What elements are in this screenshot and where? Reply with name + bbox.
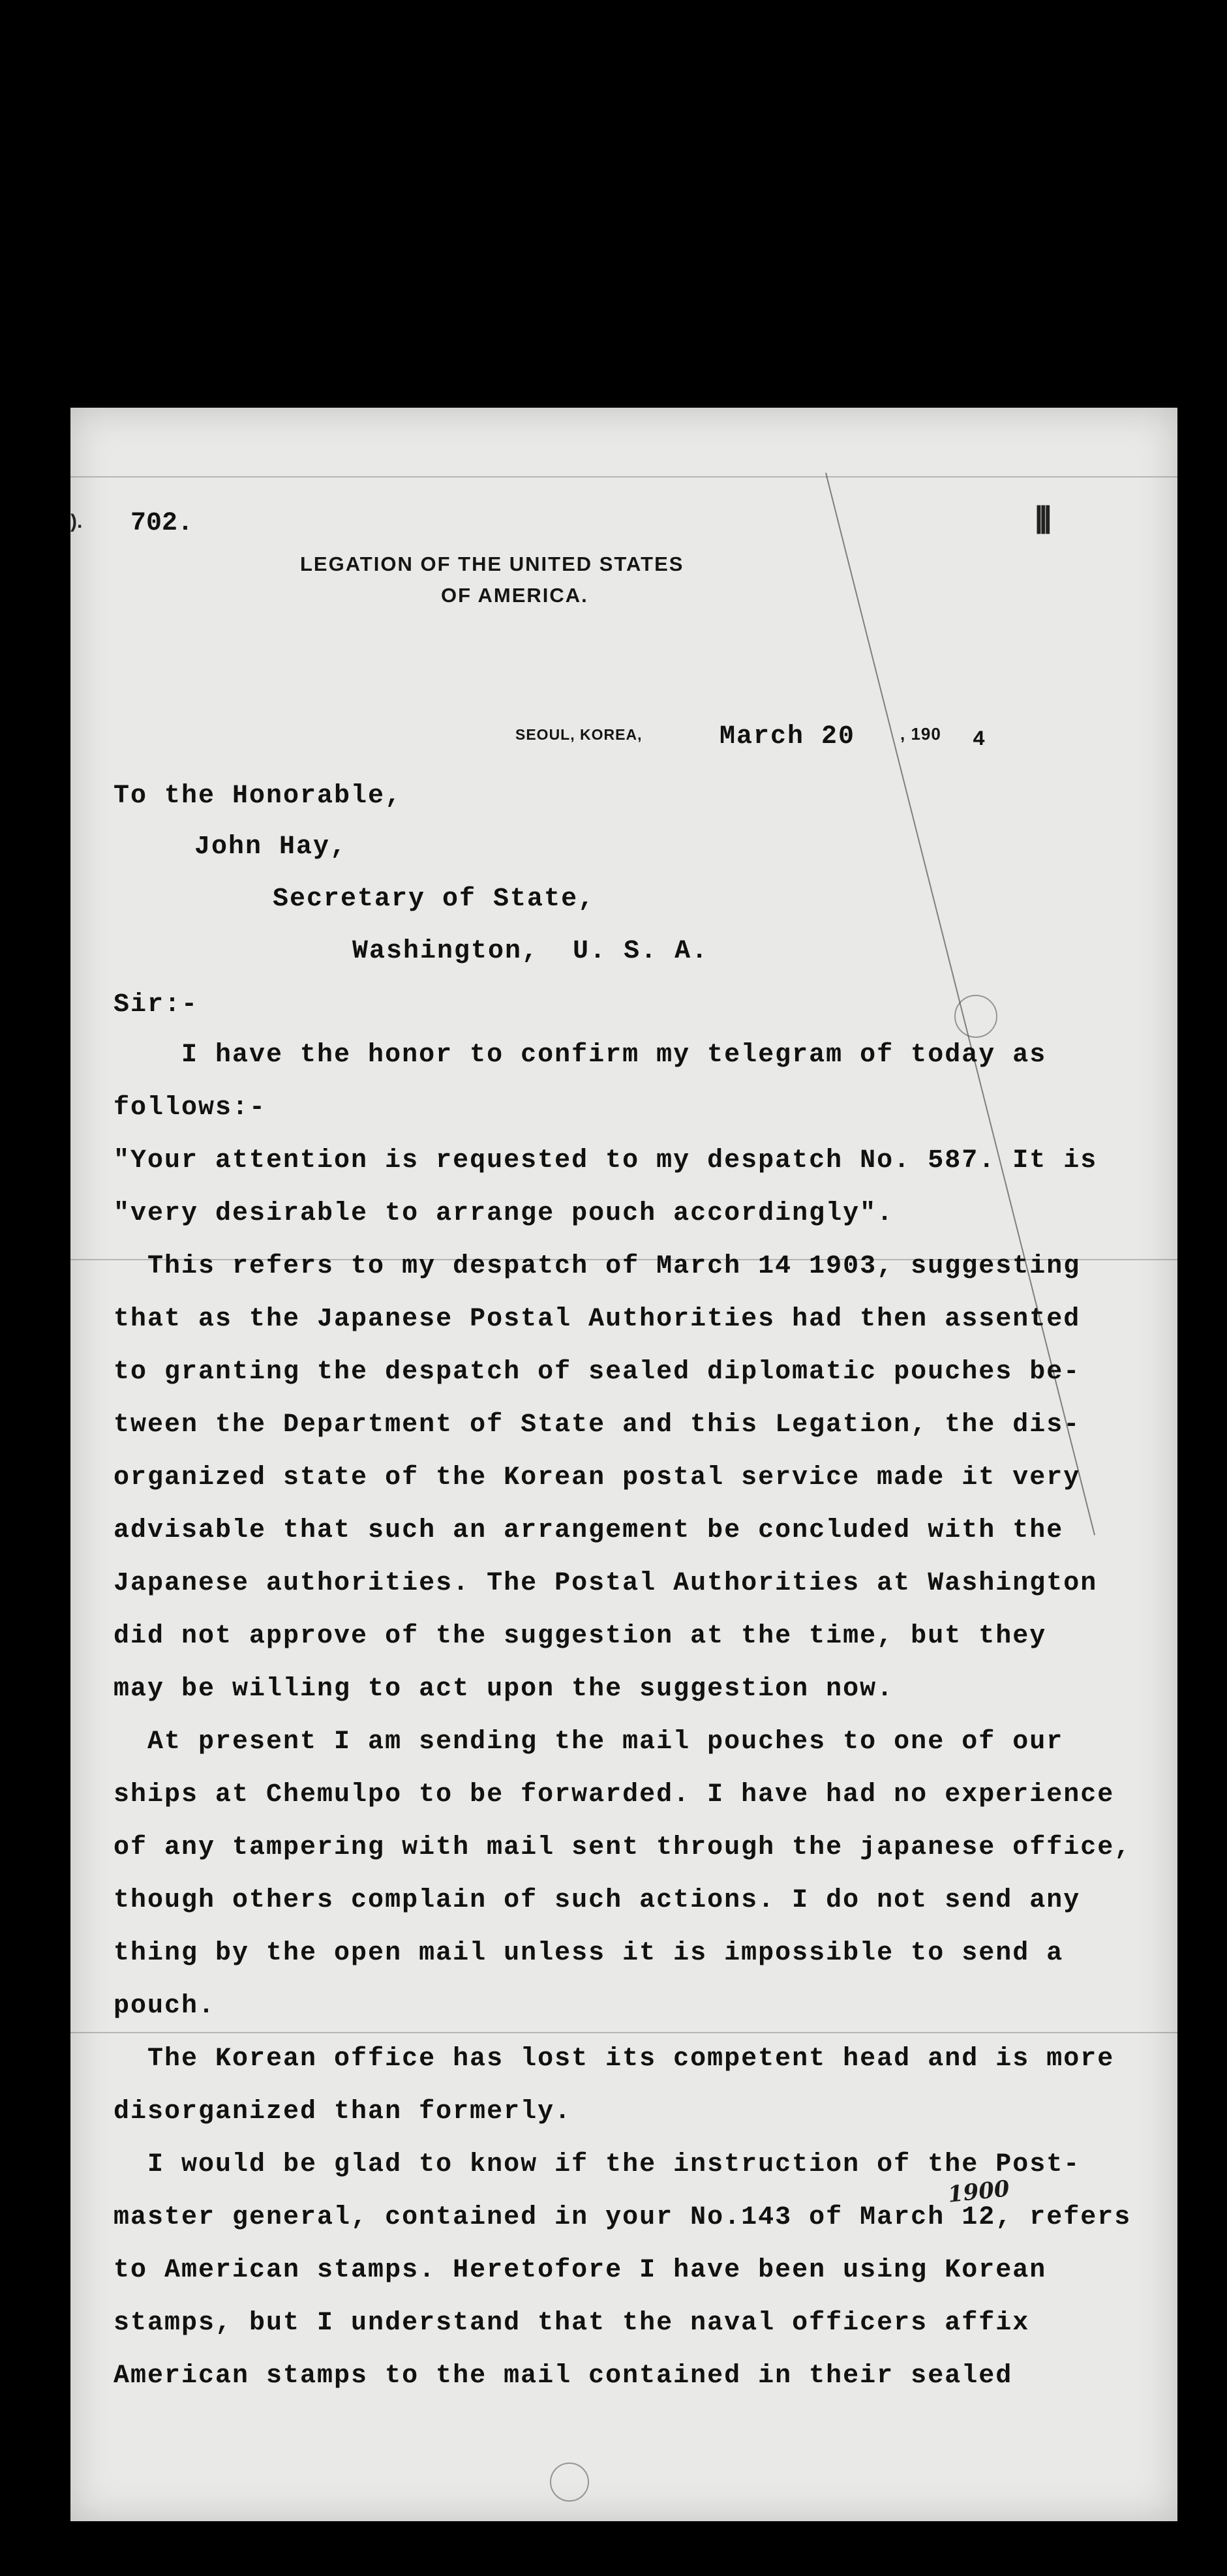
- circle-stain: [954, 995, 997, 1038]
- address-line-3: Secretary of State,: [273, 885, 596, 914]
- address-line-4: Washington, U. S. A.: [352, 937, 709, 966]
- circle-stain: [550, 2462, 589, 2502]
- body-line: American stamps to the mail contained in their sealed: [114, 2361, 1013, 2391]
- address-line-1: To the Honorable,: [114, 781, 402, 811]
- body-line: pouch.: [114, 1992, 216, 2021]
- year-prefix: , 190: [900, 724, 941, 744]
- body-line: advisable that such an arrangement be concluded with the: [114, 1516, 1064, 1545]
- letterhead-line-2: OF AMERICA.: [441, 584, 588, 607]
- body-line: stamps, but I understand that the naval officers affix: [114, 2309, 1030, 2338]
- letterhead-line-1: LEGATION OF THE UNITED STATES: [300, 553, 684, 575]
- body-line: may be willing to act upon the suggestion now.: [114, 1674, 894, 1704]
- year-suffix: 4: [973, 727, 986, 751]
- body-line: I have the honor to confirm my telegram of today as: [114, 1040, 1047, 1070]
- body-line: This refers to my despatch of March 14 1903, suggesting: [114, 1252, 1081, 1281]
- place-of-writing: SEOUL, KOREA,: [515, 726, 643, 743]
- filing-mark: |||: [1035, 500, 1048, 534]
- body-line: to granting the despatch of sealed diplomatic pouches be-: [114, 1357, 1081, 1387]
- edge-fragment-mark: ).: [70, 511, 83, 532]
- body-line: follows:-: [114, 1093, 267, 1123]
- body-line: of any tampering with mail sent through the japanese office,: [114, 1833, 1132, 1862]
- body-line: to American stamps. Heretofore I have been using Korean: [114, 2256, 1047, 2285]
- body-line: though others complain of such actions. I do not send any: [114, 1886, 1081, 1915]
- body-line: disorganized than formerly.: [114, 2097, 572, 2127]
- salutation: Sir:-: [114, 990, 199, 1020]
- body-line: that as the Japanese Postal Authorities had then assented: [114, 1305, 1081, 1334]
- body-line: I would be glad to know if the instruction of the Post-: [114, 2150, 1081, 2179]
- despatch-number: 702.: [130, 509, 194, 538]
- body-line: "Your attention is requested to my despatch No. 587. It is: [114, 1146, 1098, 1175]
- body-line: At present I am sending the mail pouches to one of our: [114, 1727, 1064, 1757]
- body-line: thing by the open mail unless it is impossible to send a: [114, 1939, 1064, 1968]
- body-line: did not approve of the suggestion at the time, but they: [114, 1622, 1047, 1651]
- body-line: "very desirable to arrange pouch accordingly".: [114, 1199, 894, 1228]
- body-line: organized state of the Korean postal service made it very: [114, 1463, 1081, 1493]
- body-line: The Korean office has lost its competent head and is more: [114, 2044, 1115, 2074]
- letter-date: March 20: [720, 722, 856, 751]
- letter-sheet: [70, 408, 1177, 2521]
- crease-line: [70, 2032, 1177, 2033]
- handwritten-year-annotation: 1900: [947, 2175, 1011, 2208]
- body-line: Japanese authorities. The Postal Authorities at Washington: [114, 1569, 1098, 1598]
- body-line: ships at Chemulpo to be forwarded. I have had no experience: [114, 1780, 1115, 1810]
- body-line: tween the Department of State and this Legation, the dis-: [114, 1410, 1081, 1440]
- address-line-2: John Hay,: [194, 832, 348, 862]
- body-line: master general, contained in your No.143 of March 12, refers: [114, 2203, 1132, 2232]
- crease-line: [70, 476, 1177, 477]
